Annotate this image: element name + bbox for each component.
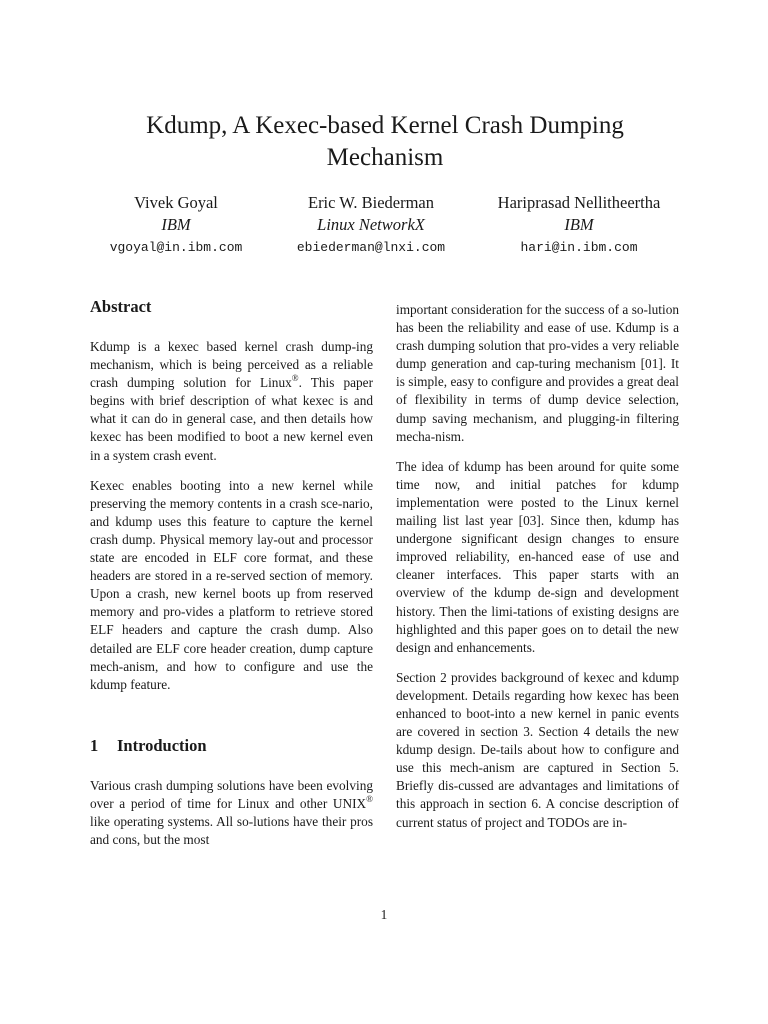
abstract-paragraph-2: Kexec enables booting into a new kernel while preserving the memory contents in a crash sce-nario, and kdump uses this feature to capture the kernel crash dump. Physical memory lay-out and processor state are encoded in ELF core format, and these headers are stored in a re-served section of memory. Upon a crash, new kernel boots up from reserved memory and pro-vides a platform to retrieve stored ELF headers and capture the crash dump. Also detailed are ELF core header creation, dump capture mech-anism, and how to configure and use the kdump feature. bbox=[90, 477, 373, 692]
abstract-paragraph-1 bbox=[90, 338, 373, 465]
section-heading-introduction bbox=[90, 735, 373, 757]
title-line-2: Mechanism bbox=[326, 144, 444, 171]
author-name: Hariprasad Nellitheertha bbox=[497, 193, 661, 212]
author-affiliation: IBM bbox=[161, 215, 191, 234]
author-affiliation: IBM bbox=[564, 215, 594, 234]
author-block-2 bbox=[261, 192, 481, 259]
author-email: hari@in.ibm.com bbox=[520, 240, 638, 255]
author-email: ebiederman@lnxi.com bbox=[296, 240, 446, 255]
right-paragraph-1: important consideration for the success of a so-lution has been the reliability and ease of use. Kdump is a crash dumping solution that pro-vides a very reliable dump generation and cap-turing mechanism [01]. It is simple, easy to configure and provides a great deal of flexibility in terms of dump device selection, dump saving mechanism, and plugging-in filtering mecha-nism. bbox=[396, 302, 679, 444]
author-email: vgoyal@in.ibm.com bbox=[109, 240, 243, 255]
section-title: Introduction bbox=[117, 735, 207, 755]
abstract-text-part-2: . This paper begins with brief description of what kexec is and what it can do in general case, and then details how kexec has been modified to boot a new kernel even in a system crash event. bbox=[90, 375, 373, 463]
author-affiliation: Linux NetworkX bbox=[317, 215, 425, 234]
abstract-text-part-1: Kdump is a kexec based kernel crash dump-ing mechanism, which is being perceived as a reliable crash dumping solution for Linux bbox=[90, 339, 373, 391]
title-line-1: Kdump, A Kexec-based Kernel Crash Dumping bbox=[146, 112, 624, 139]
registered-mark: ® bbox=[366, 793, 373, 804]
author-name: Eric W. Biederman bbox=[307, 193, 434, 212]
right-paragraph-3: Section 2 provides background of kexec and kdump development. Details regarding how kexec has been enhanced to boot-into a new kernel in panic events are covered in section 3. Section 4 details the new kdump design. De-tails about how to configure and use this mech-anism are captured in Section 5. Briefly dis-cussed are advantages and limitations of this approach in section 6. A concise description of current status of project and TODOs are in- bbox=[396, 669, 679, 830]
intro-paragraph-1 bbox=[90, 777, 373, 849]
section-number: 1 bbox=[90, 735, 99, 755]
left-column bbox=[90, 296, 373, 849]
registered-mark: ® bbox=[291, 373, 299, 384]
right-column bbox=[396, 301, 679, 832]
author-block-1 bbox=[66, 192, 286, 259]
page-number: 1 bbox=[380, 907, 388, 922]
paper-title bbox=[90, 110, 680, 174]
intro-text-part-1: Various crash dumping solutions have been evolving over a period of time for Linux and other UNIX bbox=[90, 777, 373, 811]
author-block-3 bbox=[469, 192, 689, 259]
intro-text-part-2: like operating systems. All so-lutions have their pros and cons, but the most bbox=[90, 813, 373, 848]
abstract-heading: Abstract bbox=[90, 297, 152, 316]
author-name: Vivek Goyal bbox=[134, 193, 218, 212]
right-paragraph-2: The idea of kdump has been around for quite some time now, and initial patches for kdump implementation were posted to the Linux kernel mailing list last year [03]. Since then, kdump has undergone significant design changes to ensure improved reliability, en-hanced ease of use and cleaner interfaces. This paper starts with an overview of the kdump de-sign and development history. Then the limi-tations of existing designs are highlighted and this paper goes on to detail the new design and enhancements. bbox=[396, 458, 679, 655]
